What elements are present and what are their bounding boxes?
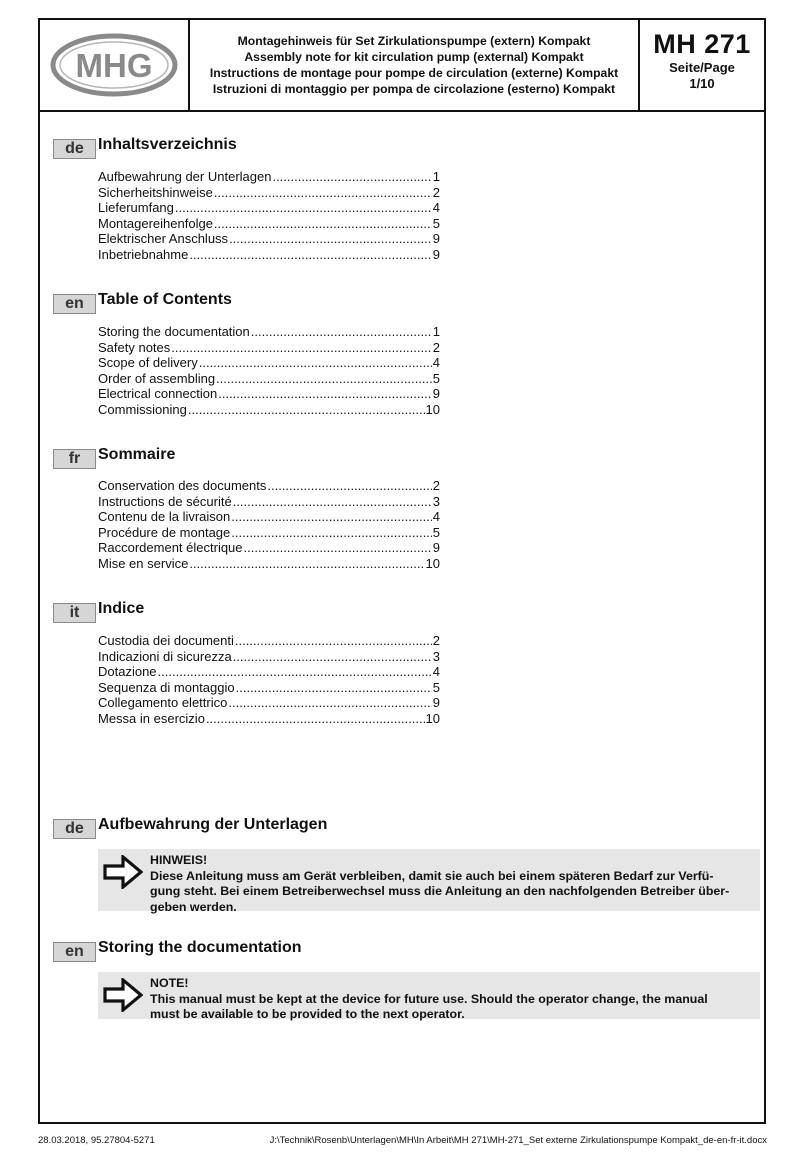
toc-entry[interactable] bbox=[98, 185, 440, 201]
toc-entry-label: Safety notes bbox=[98, 339, 171, 355]
toc-entry[interactable] bbox=[98, 355, 440, 371]
toc-entry-label: Messa in esercizio bbox=[98, 710, 205, 726]
logo-text: MHG bbox=[75, 47, 153, 84]
toc-leader bbox=[236, 680, 432, 696]
toc-entry-label: Contenu de la livraison bbox=[98, 509, 231, 525]
page-frame bbox=[38, 18, 766, 1124]
toc-entry-page: 2 bbox=[432, 184, 440, 200]
toc-entry-page: 3 bbox=[432, 493, 440, 509]
toc-entry-label: Lieferumfang bbox=[98, 200, 174, 216]
toc-heading-fr: Sommaire bbox=[98, 446, 176, 463]
toc-entry[interactable] bbox=[98, 169, 440, 185]
toc-entry-label: Sicherheitshinweise bbox=[98, 184, 213, 200]
toc-entry[interactable] bbox=[98, 525, 440, 541]
notice-line: geben werden. bbox=[150, 899, 237, 914]
toc-entry-label: Order of assembling bbox=[98, 370, 216, 386]
arrow-right-icon bbox=[103, 855, 143, 889]
section-heading-en: Storing the documentation bbox=[98, 939, 302, 956]
toc-entry[interactable] bbox=[98, 386, 440, 402]
toc-entry[interactable] bbox=[98, 540, 440, 556]
toc-heading-de: Inhaltsverzeichnis bbox=[98, 136, 237, 153]
footer-file-path: J:\Technik\Rosenb\Unterlagen\MH\In Arbeit\MH 271\MH-271_Set externe Zirkulationspumpe Kompakt_de-en-fr-it.docx bbox=[269, 1135, 767, 1146]
toc-entry-page: 4 bbox=[432, 509, 440, 525]
toc-leader bbox=[267, 478, 431, 494]
toc-leader bbox=[272, 169, 431, 185]
toc-leader bbox=[218, 386, 432, 402]
toc-entry-page: 2 bbox=[432, 633, 440, 648]
toc-entry[interactable] bbox=[98, 711, 440, 727]
toc-leader bbox=[251, 324, 432, 340]
toc-entry-label: Indicazioni di sicurezza bbox=[98, 648, 232, 664]
toc-heading-it: Indice bbox=[98, 600, 145, 617]
toc-entry-label: Conservation des documents bbox=[98, 478, 267, 493]
toc-entry-page: 3 bbox=[432, 648, 440, 664]
toc-entry-page: 5 bbox=[432, 370, 440, 386]
toc-entry-label: Commissioning bbox=[98, 401, 187, 417]
notice-line: must be available to be provided to the next operator. bbox=[150, 1007, 465, 1021]
arrow-right-icon bbox=[103, 978, 143, 1012]
toc-entry-label: Scope of delivery bbox=[98, 355, 198, 371]
toc-entry[interactable] bbox=[98, 247, 440, 263]
document-header bbox=[40, 20, 764, 112]
toc-leader bbox=[158, 664, 432, 680]
title-line-fr: Instructions de montage pour pompe de circulation (externe) Kompakt bbox=[209, 66, 619, 80]
toc-entry-page: 10 bbox=[425, 710, 440, 726]
toc-entry-page: 9 bbox=[432, 246, 440, 262]
toc-entry-label: Raccordement électrique bbox=[98, 540, 243, 556]
toc-entry-label: Montagereihenfolge bbox=[98, 215, 213, 231]
toc-entry[interactable] bbox=[98, 509, 440, 525]
lang-tag-it: it bbox=[53, 603, 96, 623]
toc-entry[interactable] bbox=[98, 664, 440, 680]
toc-list-it bbox=[98, 633, 440, 727]
title-line-it: Istruzioni di montaggio per pompa de circolazione (esterno) Kompakt bbox=[212, 82, 616, 96]
footer-date-ref: 28.03.2018, 95.27804-5271 bbox=[38, 1135, 155, 1146]
notice-line: gung steht. Bei einem Betreiberwechsel muss die Anleitung an den nachfolgenden Betreiber über- bbox=[150, 884, 730, 898]
toc-entry-page: 5 bbox=[432, 524, 440, 540]
section-heading-de: Aufbewahrung der Unterlagen bbox=[98, 816, 328, 833]
lang-tag-fr: fr bbox=[53, 449, 96, 469]
toc-list-fr bbox=[98, 478, 440, 572]
toc-heading-en: Table of Contents bbox=[98, 291, 232, 308]
toc-leader bbox=[189, 247, 431, 263]
page-label: Seite/Page bbox=[669, 60, 735, 75]
toc-entry[interactable] bbox=[98, 324, 440, 340]
notice-line: Diese Anleitung muss am Gerät verbleiben, damit sie auch bei einem späteren Bedarf zur Verfü- bbox=[150, 868, 714, 883]
toc-leader bbox=[244, 540, 432, 556]
toc-leader bbox=[188, 402, 425, 418]
toc-entry-label: Custodia dei documenti bbox=[98, 633, 234, 648]
toc-entry-page: 10 bbox=[425, 555, 440, 571]
logo-cell bbox=[40, 20, 190, 110]
toc-entry-page: 2 bbox=[432, 478, 440, 493]
title-line-de: Montagehinweis für Set Zirkulationspumpe (extern) Kompakt bbox=[237, 34, 591, 48]
document-title bbox=[190, 20, 640, 110]
toc-leader bbox=[171, 340, 431, 356]
toc-entry-label: Collegamento elettrico bbox=[98, 695, 228, 711]
toc-entry-page: 5 bbox=[432, 679, 440, 695]
toc-entry-label: Storing the documentation bbox=[98, 324, 250, 339]
document-number-cell bbox=[640, 20, 764, 110]
lang-tag-en-storage: en bbox=[53, 942, 96, 962]
toc-entry-label: Dotazione bbox=[98, 664, 157, 680]
toc-leader bbox=[229, 231, 432, 247]
page-number: 1/10 bbox=[689, 76, 715, 91]
toc-leader bbox=[216, 371, 432, 387]
toc-entry-page: 5 bbox=[432, 215, 440, 231]
toc-entry-label: Inbetriebnahme bbox=[98, 246, 189, 262]
toc-entry-label: Procédure de montage bbox=[98, 524, 231, 540]
toc-entry-page: 1 bbox=[432, 324, 440, 339]
lang-tag-de: de bbox=[53, 139, 96, 159]
toc-leader bbox=[231, 525, 432, 541]
toc-leader bbox=[233, 494, 432, 510]
toc-entry-label: Sequenza di montaggio bbox=[98, 679, 235, 695]
toc-entry-label: Aufbewahrung der Unterlagen bbox=[98, 169, 272, 184]
toc-leader bbox=[206, 711, 425, 727]
toc-entry[interactable] bbox=[98, 633, 440, 649]
toc-leader bbox=[214, 185, 432, 201]
mhg-logo bbox=[50, 33, 178, 97]
notice-title: NOTE! bbox=[150, 976, 189, 990]
notice-title: HINWEIS! bbox=[150, 853, 208, 867]
lang-tag-en: en bbox=[53, 294, 96, 314]
toc-entry-page: 4 bbox=[432, 200, 440, 216]
document-number: MH 271 bbox=[653, 29, 751, 59]
toc-leader bbox=[235, 633, 432, 649]
toc-leader bbox=[199, 355, 432, 371]
toc-entry[interactable] bbox=[98, 231, 440, 247]
toc-entry[interactable] bbox=[98, 200, 440, 216]
toc-leader bbox=[231, 509, 432, 525]
toc-entry-page: 1 bbox=[432, 169, 440, 184]
toc-list-de bbox=[98, 169, 440, 263]
toc-entry-page: 9 bbox=[432, 540, 440, 556]
toc-entry[interactable] bbox=[98, 216, 440, 232]
toc-entry-label: Elektrischer Anschluss bbox=[98, 231, 229, 247]
title-line-en: Assembly note for kit circulation pump (external) Kompakt bbox=[244, 50, 584, 64]
lang-tag-de-storage: de bbox=[53, 819, 96, 839]
toc-leader bbox=[228, 695, 431, 711]
toc-entry-page: 4 bbox=[432, 664, 440, 680]
toc-leader bbox=[233, 649, 432, 665]
toc-entry-page: 2 bbox=[432, 339, 440, 355]
toc-list-en bbox=[98, 324, 440, 418]
toc-entry-label: Mise en service bbox=[98, 555, 189, 571]
toc-entry[interactable] bbox=[98, 649, 440, 665]
toc-entry[interactable] bbox=[98, 556, 440, 572]
toc-entry[interactable] bbox=[98, 478, 440, 494]
notice-box-en bbox=[98, 972, 760, 1019]
toc-entry-label: Electrical connection bbox=[98, 386, 218, 402]
toc-entry-page: 9 bbox=[432, 695, 440, 711]
toc-entry[interactable] bbox=[98, 340, 440, 356]
toc-entry[interactable] bbox=[98, 494, 440, 510]
toc-entry-page: 10 bbox=[425, 401, 440, 417]
toc-entry-page: 9 bbox=[432, 231, 440, 247]
toc-entry[interactable] bbox=[98, 402, 440, 418]
toc-entry[interactable] bbox=[98, 371, 440, 387]
toc-leader bbox=[175, 200, 432, 216]
toc-leader bbox=[189, 556, 424, 572]
toc-entry-page: 9 bbox=[432, 386, 440, 402]
toc-entry-label: Instructions de sécurité bbox=[98, 493, 232, 509]
notice-line: This manual must be kept at the device for future use. Should the operator change, the manual bbox=[150, 991, 708, 1006]
notice-box-de bbox=[98, 849, 760, 914]
toc-entry-page: 4 bbox=[432, 355, 440, 371]
toc-entry[interactable] bbox=[98, 695, 440, 711]
toc-entry[interactable] bbox=[98, 680, 440, 696]
toc-leader bbox=[214, 216, 432, 232]
